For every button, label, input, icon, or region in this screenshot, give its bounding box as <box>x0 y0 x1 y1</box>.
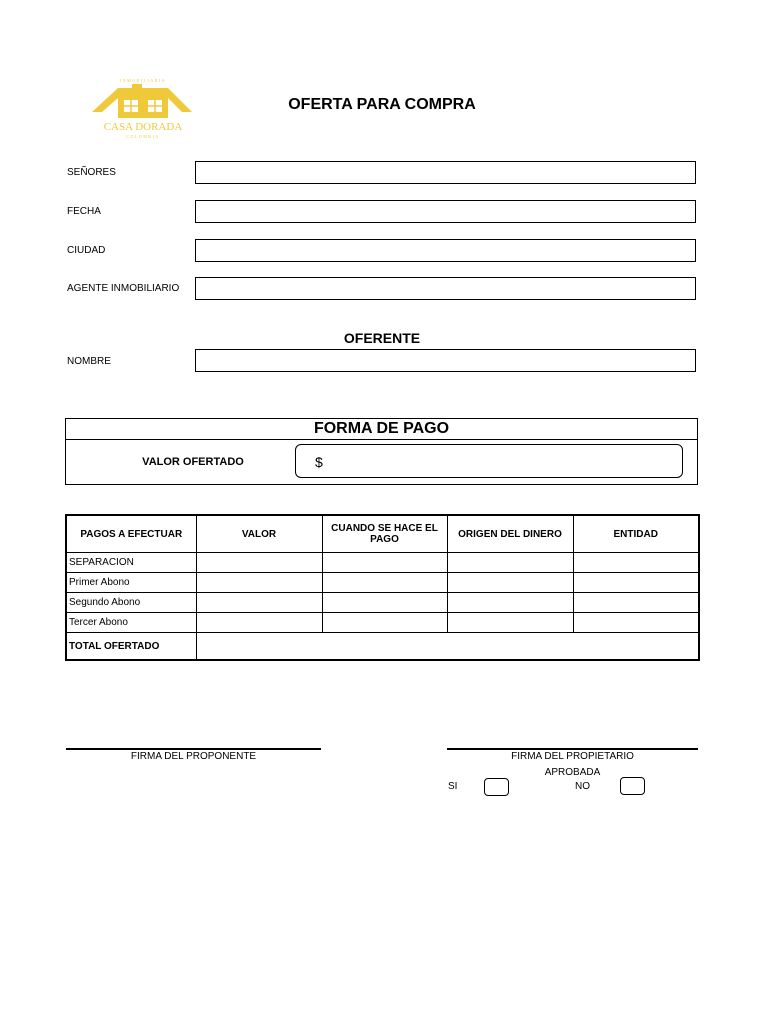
row-label: Tercer Abono <box>66 613 196 633</box>
table-cell[interactable] <box>322 573 447 593</box>
si-label: SI <box>448 781 458 792</box>
fecha-label: FECHA <box>67 206 101 217</box>
currency-symbol: $ <box>315 454 323 470</box>
logo-name: CASA DORADA <box>103 121 183 133</box>
header-cuando: CUANDO SE HACE EL PAGO <box>322 515 447 553</box>
agente-field[interactable] <box>195 277 696 300</box>
senores-label: SEÑORES <box>67 167 116 178</box>
table-cell[interactable] <box>196 553 322 573</box>
table-cell[interactable] <box>447 553 573 573</box>
ciudad-field[interactable] <box>195 239 696 262</box>
table-cell[interactable] <box>196 573 322 593</box>
header-entidad: ENTIDAD <box>573 515 699 553</box>
si-checkbox[interactable] <box>484 778 509 796</box>
proponente-signature-label: FIRMA DEL PROPONENTE <box>130 751 257 762</box>
page-title: OFERTA PARA COMPRA <box>288 96 476 113</box>
aprobada-label: APROBADA <box>544 767 601 778</box>
table-cell[interactable] <box>322 613 447 633</box>
header-valor: VALOR <box>196 515 322 553</box>
propietario-signature-line[interactable] <box>447 748 698 750</box>
payments-table <box>65 514 700 661</box>
agente-label: AGENTE INMOBILIARIO <box>67 283 180 294</box>
table-cell[interactable] <box>573 613 699 633</box>
propietario-signature-label: FIRMA DEL PROPIETARIO <box>511 751 634 762</box>
table-row <box>66 573 699 593</box>
table-row <box>66 613 699 633</box>
nombre-field[interactable] <box>195 349 696 372</box>
table-cell[interactable] <box>322 553 447 573</box>
total-label: TOTAL OFERTADO <box>66 633 196 661</box>
proponente-signature-line[interactable] <box>66 748 321 750</box>
table-cell[interactable] <box>196 593 322 613</box>
table-cell[interactable] <box>447 593 573 613</box>
table-cell[interactable] <box>447 573 573 593</box>
header-pagos: PAGOS A EFECTUAR <box>66 515 196 553</box>
total-row <box>66 633 699 661</box>
total-value-cell[interactable] <box>196 633 699 661</box>
logo-top-text: INMOBILIARIA <box>119 78 167 83</box>
table-cell[interactable] <box>196 613 322 633</box>
row-label: SEPARACION <box>66 553 196 573</box>
table-cell[interactable] <box>573 593 699 613</box>
table-cell[interactable] <box>447 613 573 633</box>
ciudad-label: CIUDAD <box>67 245 106 256</box>
table-cell[interactable] <box>573 573 699 593</box>
forma-pago-heading: FORMA DE PAGO <box>65 418 698 440</box>
row-label: Primer Abono <box>66 573 196 593</box>
table-cell[interactable] <box>573 553 699 573</box>
no-label: NO <box>575 781 590 792</box>
table-row <box>66 553 699 573</box>
table-header-row <box>66 515 699 553</box>
senores-field[interactable] <box>195 161 696 184</box>
nombre-label: NOMBRE <box>67 356 111 367</box>
row-label: Segundo Abono <box>66 593 196 613</box>
oferente-heading: OFERENTE <box>343 330 421 346</box>
table-row <box>66 593 699 613</box>
fecha-field[interactable] <box>195 200 696 223</box>
valor-ofertado-label: VALOR OFERTADO <box>142 456 244 468</box>
valor-ofertado-field[interactable] <box>295 444 683 478</box>
header-origen: ORIGEN DEL DINERO <box>447 515 573 553</box>
table-cell[interactable] <box>322 593 447 613</box>
no-checkbox[interactable] <box>620 777 645 795</box>
logo-sub-text: COLOMBIA <box>126 134 160 139</box>
